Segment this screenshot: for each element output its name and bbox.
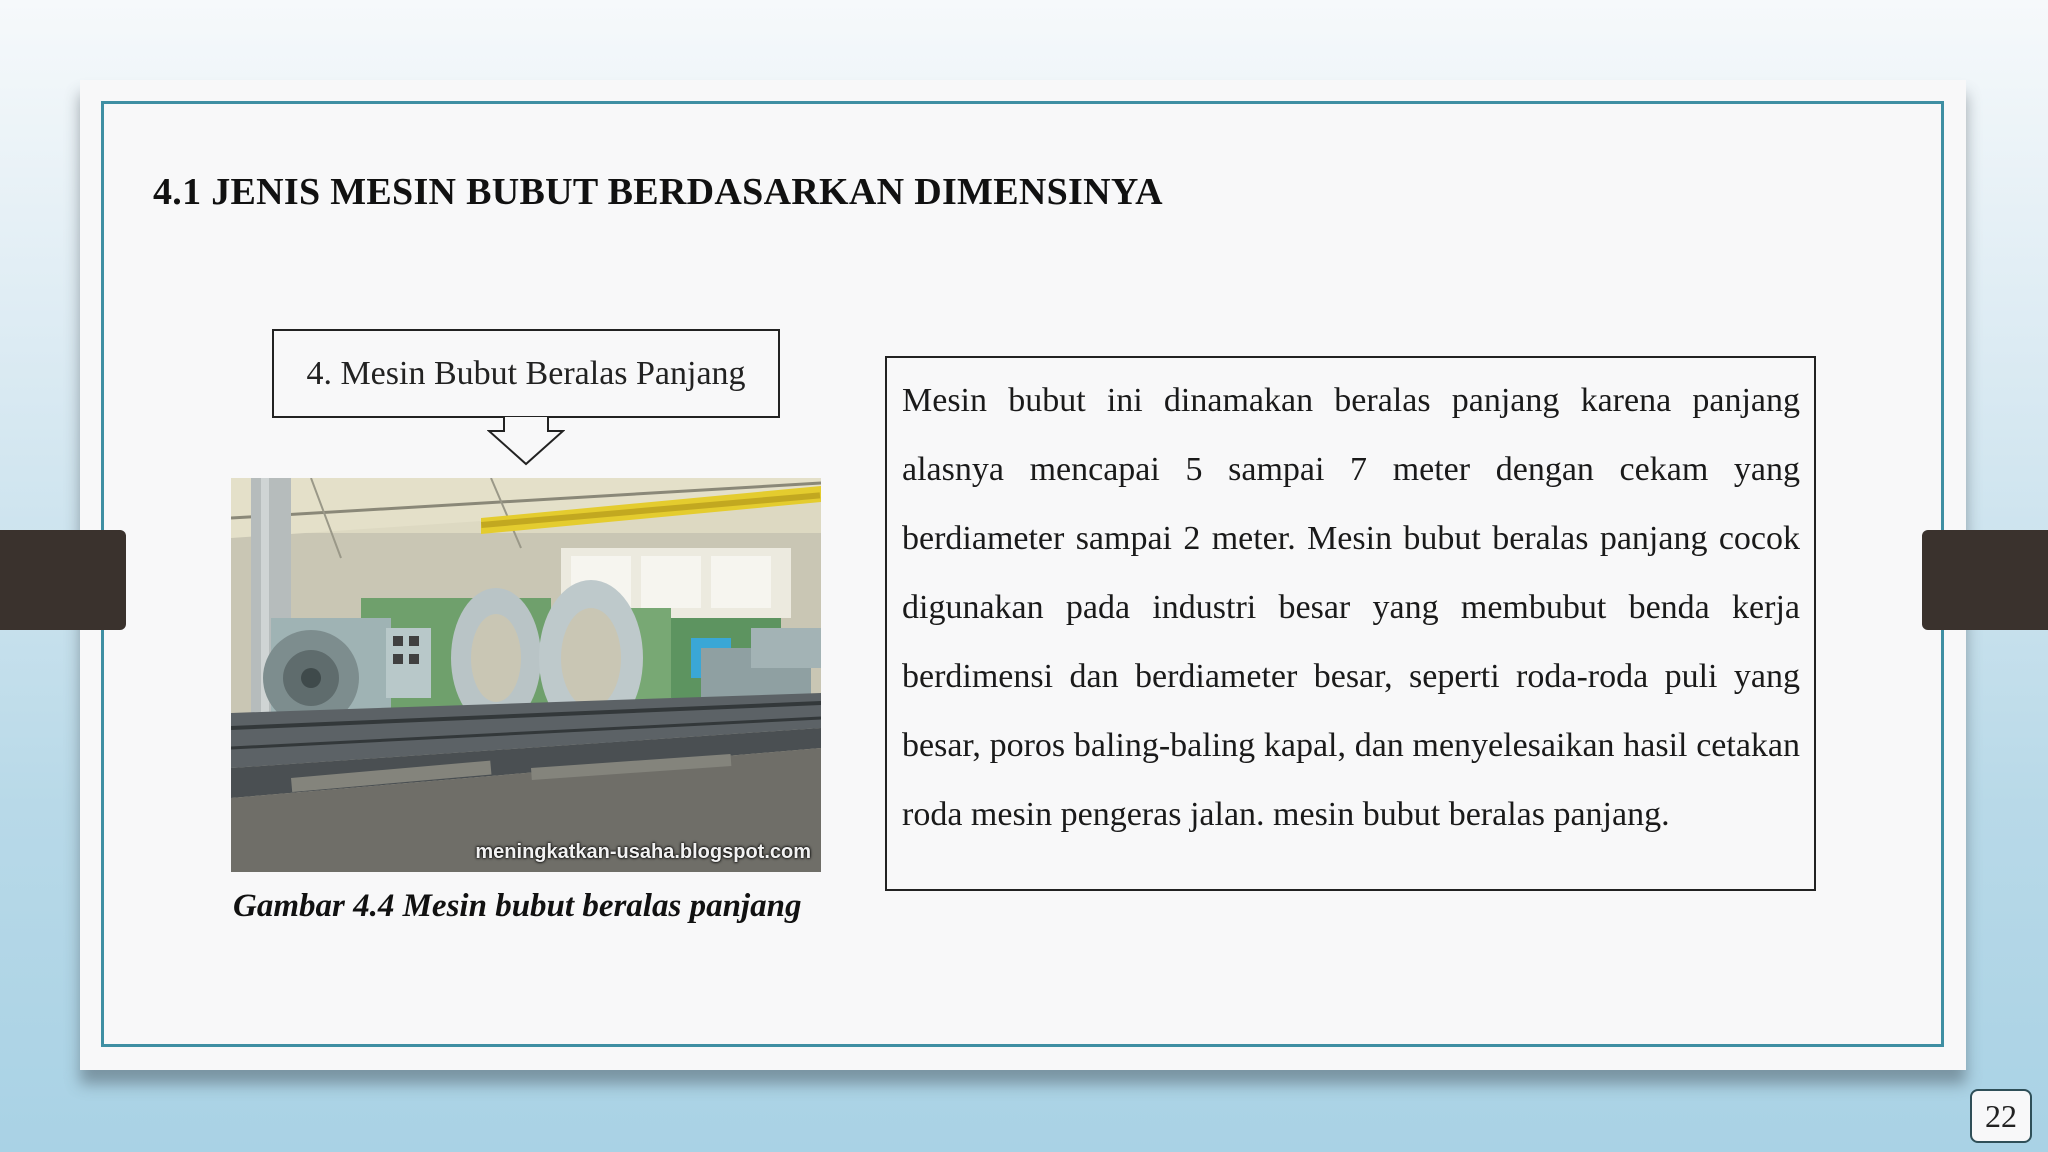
page-number: 22 bbox=[1970, 1089, 2032, 1143]
down-arrow-icon bbox=[487, 416, 565, 466]
description-text: Mesin bubut ini dinamakan beralas panjang karena panjang alasnya mencapai 5 sampai 7 meter dengan cekam yang berdiameter sampai 2 meter. Mesin bubut beralas panjang cocok digunakan pada industri besar yang membubut benda kerja berdimensi dan berdiameter besar, seperti roda-roda puli yang besar, poros baling-baling kapal, dan menyelesaikan hasil cetakan roda mesin pengeras jalan. mesin bubut beralas panjang. bbox=[902, 382, 1800, 833]
callout-label: 4. Mesin Bubut Beralas Panjang bbox=[306, 354, 746, 392]
photo-watermark: meningkatkan-usaha.blogspot.com bbox=[475, 841, 811, 863]
machine-label-callout bbox=[272, 329, 780, 418]
lathe-machine-photo bbox=[231, 478, 821, 872]
right-side-tab bbox=[1922, 530, 2048, 630]
left-side-tab bbox=[0, 530, 126, 630]
figure-caption: Gambar 4.4 Mesin bubut beralas panjang bbox=[233, 888, 802, 924]
description-box bbox=[885, 356, 1816, 891]
slide-title: 4.1 JENIS MESIN BUBUT BERDASARKAN DIMENSINYA bbox=[153, 171, 1163, 213]
lathe-photo-illustration bbox=[231, 478, 821, 872]
